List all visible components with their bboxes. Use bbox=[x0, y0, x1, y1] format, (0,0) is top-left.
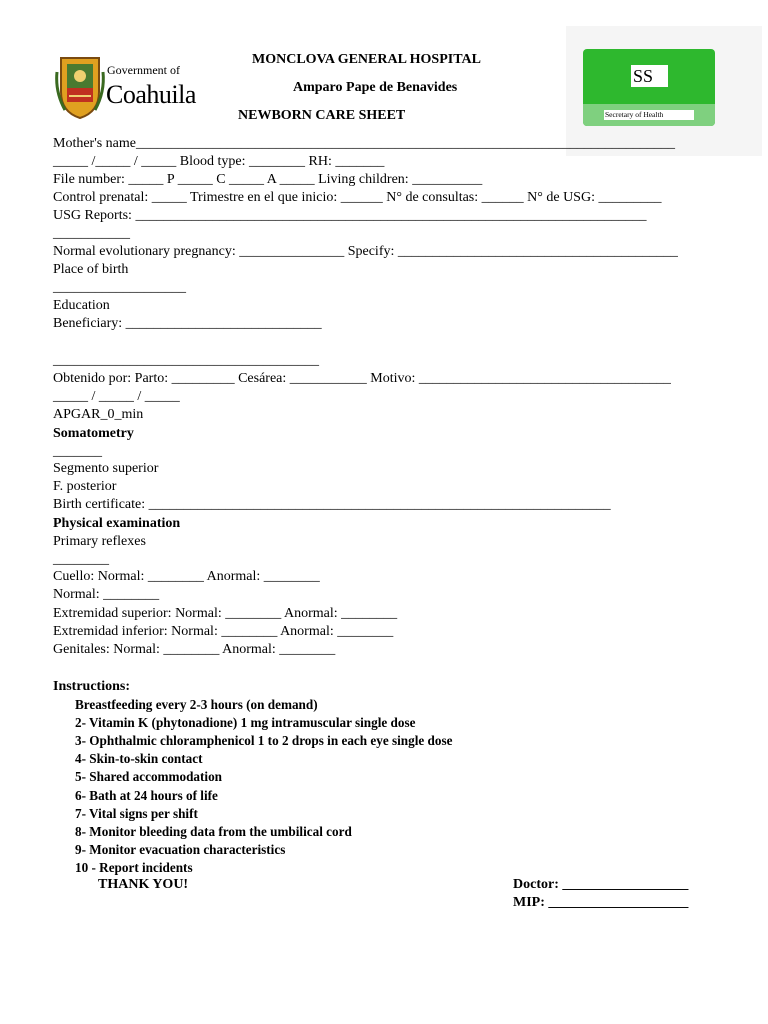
control-prenatal-field[interactable]: Control prenatal: _____ Trimestre en el que inicio: ______ N° de consultas: ______ N° de USG: _________ bbox=[53, 190, 662, 205]
hospital-name: MONCLOVA GENERAL HOSPITAL bbox=[252, 52, 481, 67]
somatometry-field[interactable]: _______ bbox=[53, 444, 102, 459]
hospital-subtitle: Amparo Pape de Benavides bbox=[293, 80, 458, 95]
apgar-label: APGAR_0_min bbox=[53, 407, 144, 422]
upper-segment-label: Segmento superior bbox=[53, 461, 159, 476]
birth-date-blood-type-field[interactable]: _____ /_____ / _____ Blood type: ________ RH: _______ bbox=[53, 154, 385, 169]
instruction-item: 2- Vitamin K (phytonadione) 1 mg intramuscular single dose bbox=[75, 715, 416, 730]
instruction-item: 7- Vital signs per shift bbox=[75, 806, 198, 821]
birth-certificate-field[interactable]: Birth certificate: __________________________________________________________________ bbox=[53, 497, 611, 512]
lower-limb-exam-field[interactable]: Extremidad inferior: Normal: ________ Anormal: ________ bbox=[53, 624, 394, 639]
blank-line-field[interactable]: ______________________________________ bbox=[53, 353, 319, 368]
doctor-signature-field[interactable]: Doctor: __________________ bbox=[513, 877, 689, 892]
delivery-method-field[interactable]: Obtenido por: Parto: _________ Cesárea: ___________ Motivo: ____________________________________ bbox=[53, 371, 671, 386]
place-of-birth-field[interactable]: ___________________ bbox=[53, 280, 186, 295]
primary-reflexes-label: Primary reflexes bbox=[53, 534, 146, 549]
neck-exam-field[interactable]: Cuello: Normal: ________ Anormal: ________ bbox=[53, 569, 320, 584]
place-of-birth-label: Place of birth bbox=[53, 262, 129, 277]
thank-you-text: THANK YOU! bbox=[98, 877, 189, 892]
instruction-item: Breastfeeding every 2-3 hours (on demand) bbox=[75, 697, 318, 712]
logo-government-text: Government of bbox=[107, 63, 180, 77]
pregnancy-evolution-field[interactable]: Normal evolutionary pregnancy: _______________ Specify: ________________________________________ bbox=[53, 244, 678, 259]
mother-name-field[interactable]: Mother's name_____________________________________________________________________________ bbox=[53, 136, 676, 151]
posterior-fontanelle-label: F. posterior bbox=[53, 479, 117, 494]
ss-badge-label: SS bbox=[631, 65, 668, 87]
primary-reflexes-field[interactable]: ________ bbox=[53, 552, 109, 567]
instruction-item: 5- Shared accommodation bbox=[75, 769, 223, 784]
genitals-exam-field[interactable]: Genitales: Normal: ________ Anormal: ________ bbox=[53, 642, 336, 657]
sheet-title: NEWBORN CARE SHEET bbox=[238, 108, 406, 123]
instruction-item: 8- Monitor bleeding data from the umbilical cord bbox=[75, 824, 352, 839]
usg-reports-field[interactable]: USG Reports: _________________________________________________________________________ bbox=[53, 208, 647, 223]
mip-signature-field[interactable]: MIP: ____________________ bbox=[513, 895, 689, 910]
instruction-item: 3- Ophthalmic chloramphenicol 1 to 2 drops in each eye single dose bbox=[75, 733, 453, 748]
education-label: Education bbox=[53, 298, 110, 313]
somatometry-heading: Somatometry bbox=[53, 426, 134, 441]
instruction-item: 9- Monitor evacuation characteristics bbox=[75, 842, 286, 857]
beneficiary-field[interactable]: Beneficiary: ____________________________ bbox=[53, 316, 322, 331]
file-number-field[interactable]: File number: _____ P _____ C _____ A _____ Living children: __________ bbox=[53, 172, 483, 187]
upper-limb-exam-field[interactable]: Extremidad superior: Normal: ________ Anormal: ________ bbox=[53, 606, 398, 621]
normal-field[interactable]: Normal: ________ bbox=[53, 587, 160, 602]
secretary-of-health-label: Secretary of Health bbox=[604, 110, 694, 120]
instruction-item: 6- Bath at 24 hours of life bbox=[75, 788, 218, 803]
date-field[interactable]: _____ / _____ / _____ bbox=[53, 389, 180, 404]
instruction-item: 10 - Report incidents bbox=[75, 860, 193, 875]
physical-examination-heading: Physical examination bbox=[53, 516, 181, 531]
usg-reports-continuation[interactable]: ___________ bbox=[53, 226, 130, 241]
instruction-item: 4- Skin-to-skin contact bbox=[75, 751, 203, 766]
instructions-heading: Instructions: bbox=[53, 679, 131, 694]
logo-coahuila-text: Coahuila bbox=[106, 80, 196, 109]
